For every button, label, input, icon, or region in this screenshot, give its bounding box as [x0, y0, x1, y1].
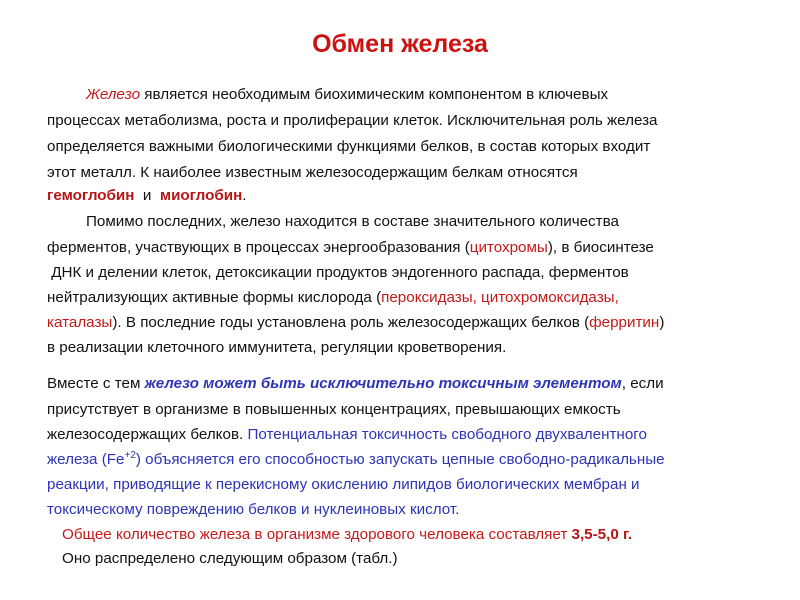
p4-line-2: Оно распределено следующим образом (табл.)	[62, 550, 398, 567]
p3-line-3-blue: Потенциальная токсичность свободного двухвалентного	[247, 426, 647, 443]
term-ferritin: ферритин	[589, 314, 660, 331]
p1-line-1	[86, 85, 608, 105]
p2-line-6: в реализации клеточного иммунитета, регуляции кроветворения.	[47, 339, 507, 356]
p3-line-1-a: Вместе с тем	[47, 375, 145, 392]
p1-line-5-end: .	[242, 187, 247, 204]
p1-line-2: процессах метаболизма, роста и пролиферации клеток. Исключительная роль железа	[47, 112, 658, 129]
term-hemoglobin: гемоглобин	[47, 187, 135, 204]
p3-line-6: токсическому повреждению белков и нуклеиновых кислот.	[47, 501, 460, 518]
p1-line-5-mid: и	[134, 187, 160, 204]
p1-line-5	[47, 186, 246, 206]
p4-line-1	[62, 525, 632, 545]
p3-line-1	[47, 374, 664, 394]
p2-line-2-a: ферментов, участвующих в процессах энергообразования (	[47, 239, 470, 256]
term-myoglobin: миоглобин	[159, 187, 243, 204]
fe-charge: +2	[124, 450, 136, 461]
term-iron: Железо	[86, 86, 141, 103]
p2-line-5	[47, 313, 664, 333]
page-title: Обмен железа	[312, 30, 488, 58]
p1-line-3: определяется важными биологическими функциями белков, в состав которых входит	[47, 138, 651, 155]
iron-total-value: 3,5-5,0 г.	[571, 526, 633, 543]
p4-line-1-a: Общее количество железа в организме здорового человека составляет	[62, 526, 572, 543]
p2-line-3: ДНК и делении клеток, детоксикации продуктов эндогенного распада, ферментов	[47, 264, 629, 281]
term-catalases: каталазы	[47, 314, 113, 331]
p2-line-2	[47, 238, 654, 258]
p1-line-4: этот металл. К наиболее известным железосодержащим белкам относятся	[47, 164, 578, 181]
p3-line-4	[47, 450, 665, 470]
p2-line-5-a: ). В последние годы установлена роль железосодержащих белков (	[112, 314, 590, 331]
p2-line-2-b: ), в биосинтезе	[547, 239, 654, 256]
p2-line-5-b: )	[659, 314, 665, 331]
p1-line-1-text: является необходимым биохимическим компонентом в ключевых	[140, 86, 609, 103]
p2-line-1: Помимо последних, железо находится в составе значительного количества	[86, 213, 619, 230]
p3-line-5: реакции, приводящие к перекисному окислению липидов биологических мембран и	[47, 476, 640, 493]
p2-line-4-a: нейтрализующих активные формы кислорода (	[47, 289, 382, 306]
p3-line-1-b: , если	[621, 375, 664, 392]
term-cytochromes: цитохромы	[469, 239, 548, 256]
term-toxic-element: железо может быть исключительно токсичным элементом	[144, 375, 622, 392]
p3-line-4-a: железа (Fe	[47, 451, 125, 468]
p3-line-4-b: ) объясняется его способностью запускать цепные свободно-радикальные	[135, 451, 665, 468]
p3-line-2: присутствует в организме в повышенных концентрациях, превышающих емкость	[47, 401, 621, 418]
p3-line-3-a: железосодержащих белков.	[47, 426, 248, 443]
p3-line-3	[47, 425, 647, 445]
term-peroxidases: пероксидазы, цитохромоксидазы,	[381, 289, 619, 306]
p2-line-4	[47, 288, 619, 308]
